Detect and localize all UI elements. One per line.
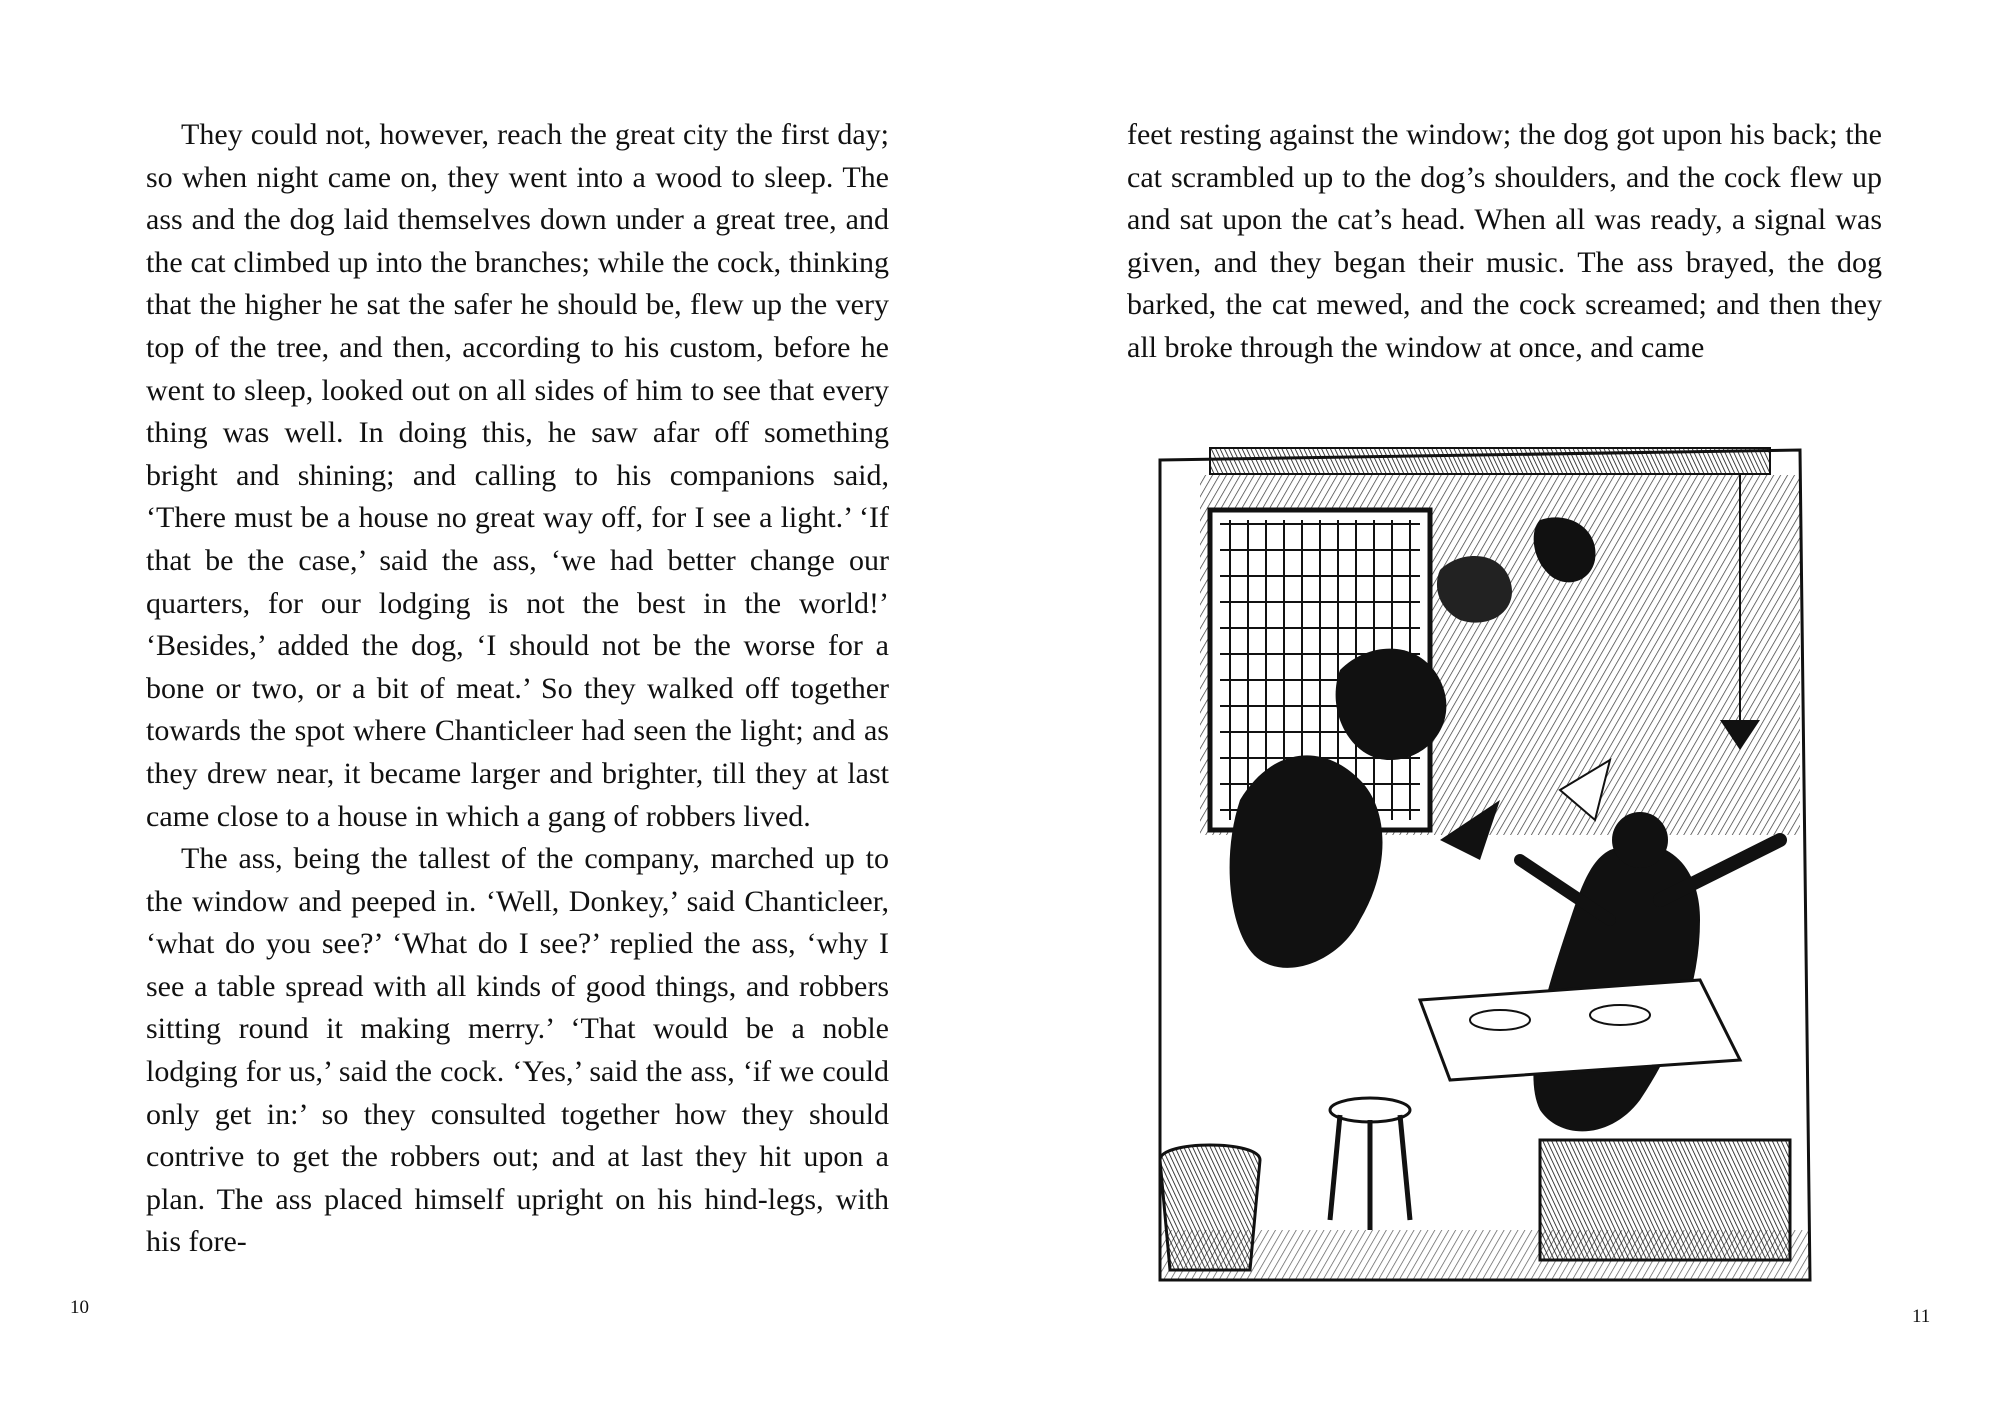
page-number: 10 (70, 1297, 89, 1318)
page-number: 11 (1912, 1306, 1931, 1327)
engraving-illustration (1140, 420, 1830, 1290)
paragraph: feet resting against the window; the dog got upon his back; the cat scrambled up to the dog’s shoulders, and the cock flew up and sat upon the cat’s head. When all was ready, a signal was given, and they began their music. The ass brayed, the dog barked, the cat mewed, and the cock screamed; and then they all broke through the window at once, and came (1127, 118, 1882, 364)
paragraph: The ass, being the tallest of the company, marched up to the window and peeped in. ‘Well, Donkey,’ said Chanticleer, ‘what do you see?’ ‘What do I see?’ replied the ass, ‘why I see a table spread with all kinds of good things, and robbers sitting round it making merry.’ ‘That would be a noble lodging for us,’ said the cock. ‘Yes,’ said the ass, ‘if we could only get in:’ so they consulted together how they should contrive to get the robbers out; and at last they hit upon a plan. The ass placed himself upright on his hind-legs, with his fore- (146, 842, 889, 1259)
paragraph: They could not, however, reach the great city the first day; so when night came on, they went into a wood to sleep. The ass and the dog laid themselves down under a great tree, and the cat climbed up into the branches; while the cock, thinking that the higher he sat the safer he should be, flew up the very top of the tree, and then, according to his custom, before he went to sleep, looked out on all sides of him to see that every thing was well. In doing this, he saw afar off something bright and shining; and calling to his companions said, ‘There must be a house no great way off, for I see a light.’ ‘If that be the case,’ said the ass, ‘we had better change our quarters, for our lodging is not the best in the world!’ ‘Besides,’ added the dog, ‘I should not be the worse for a bone or two, or a bit of meat.’ So they walked off together towards the spot where Chanticleer had seen the light; and as they drew near, it became larger and brighter, till they at last came close to a house in which a gang of robbers lived. (146, 118, 889, 833)
right-page (1000, 0, 2000, 1410)
right-text-column (1127, 114, 1882, 370)
left-text-column (146, 114, 889, 1264)
robbers-scene-engraving (1140, 420, 1830, 1290)
